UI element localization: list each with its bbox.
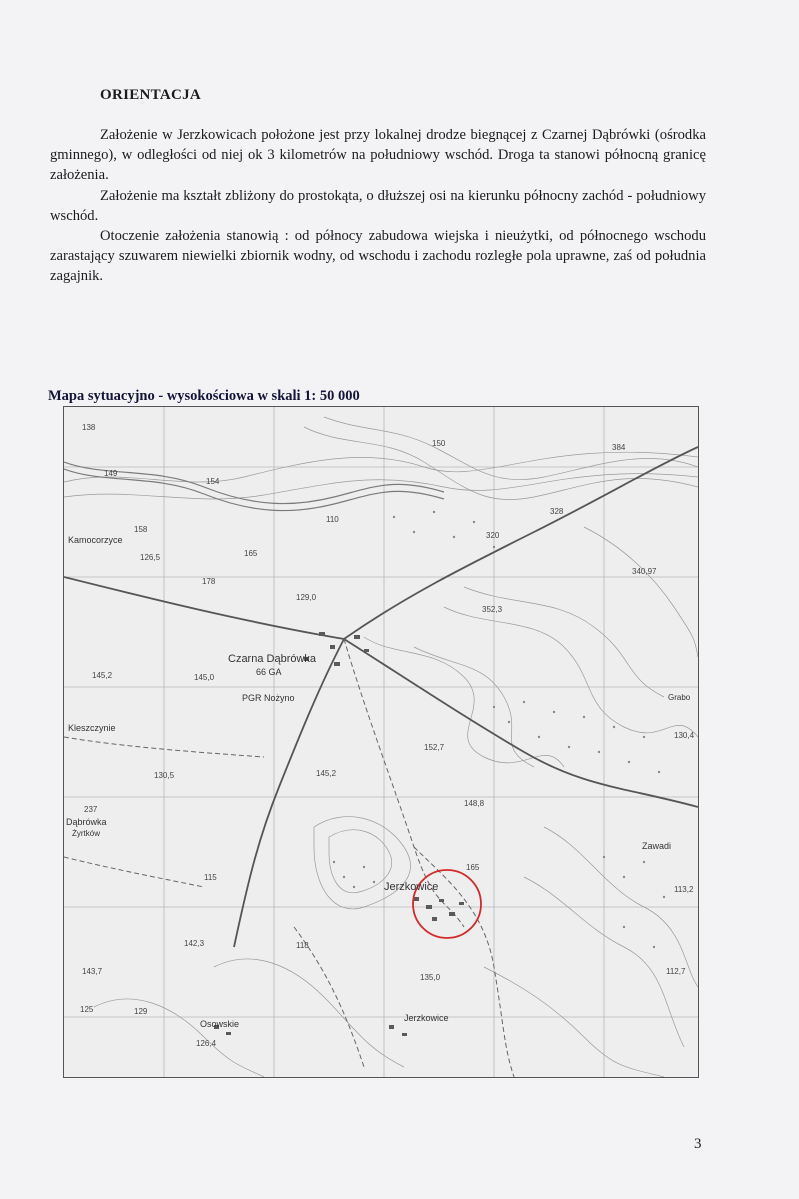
spot-height: 129,0 <box>296 593 317 602</box>
label-czarna-dabrowka: Czarna Dąbrówka <box>228 653 317 665</box>
spot-height: 150 <box>432 439 446 448</box>
spot-height: 130,4 <box>674 731 695 740</box>
spot-height: 165 <box>466 863 480 872</box>
spot-height: 384 <box>612 443 626 452</box>
spot-height: 152,7 <box>424 743 445 752</box>
spot-height: 126,5 <box>140 553 161 562</box>
label-czarna-sub: 66 GA <box>256 667 282 677</box>
vegetation-dots <box>333 511 665 948</box>
spot-height: 142,3 <box>184 939 205 948</box>
spot-height: 118 <box>296 941 309 950</box>
paragraph-surroundings: Otoczenie założenia stanowią : od północy zabudowa wiejska i nieużytki, od północnego wschodu zarastający szuwarem niewielki zbiornik wodny, od wschodu i zachodu rozległe pola uprawne, zaś od południa zagajnik. <box>50 228 706 285</box>
label-kamocorzyce: Kamocorzyce <box>68 535 123 545</box>
label-grabo: Grabo <box>668 693 691 702</box>
body-text <box>50 125 706 287</box>
spot-height: 145,0 <box>194 673 215 682</box>
label-osowskie: Osowskie <box>200 1019 240 1029</box>
map-caption: Mapa sytuacyjno - wysokościowa w skali 1: 50 000 <box>48 388 360 404</box>
topographic-map <box>63 406 699 1078</box>
spot-height: 113,2 <box>674 885 694 894</box>
map-graphic <box>64 407 698 1077</box>
label-kleszczynie: Kleszczynie <box>68 723 116 733</box>
spot-height: 145,2 <box>92 671 113 680</box>
paragraph-location: Założenie w Jerzkowicach położone jest przy lokalnej drodze biegnącej z Czarnej Dąbrówki (ośrodka gminnego), w odległości od niej ok 3 kilometrów na południowy wschód. Droga ta stanowi północną granicę założenia. <box>50 127 706 184</box>
paragraph-shape: Założenie ma kształt zbliżony do prostokąta, o dłuższej osi na kierunku północny zachód - południowy wschód. <box>50 187 706 224</box>
spot-height: 135,0 <box>420 973 441 982</box>
spot-height: 158 <box>134 525 148 534</box>
label-zawadi: Zawadi <box>642 841 672 851</box>
spot-height: 148,8 <box>464 799 485 808</box>
river <box>64 462 444 511</box>
spot-height: 328 <box>550 507 564 516</box>
spot-height: 178 <box>202 577 216 586</box>
spot-height: 112,7 <box>666 967 686 976</box>
spot-height: 352,3 <box>482 605 503 614</box>
label-jerzkowice: Jerzkowice <box>384 881 439 893</box>
spot-height: 110 <box>326 515 339 524</box>
contour-lines <box>64 417 698 1077</box>
spot-height: 320 <box>486 531 500 540</box>
section-heading: ORIENTACJA <box>100 87 202 103</box>
roads <box>64 447 698 947</box>
spot-height: 145,2 <box>316 769 337 778</box>
map-grid <box>64 407 698 1077</box>
spot-height: 138 <box>82 423 96 432</box>
label-dabrowka: Dąbrówka <box>66 817 107 827</box>
spot-height: 165 <box>244 549 258 558</box>
spot-height: 143,7 <box>82 967 103 976</box>
spot-height: 126,4 <box>196 1039 217 1048</box>
spot-height: 237 <box>84 805 98 814</box>
spot-height: 154 <box>206 477 220 486</box>
page-number: 3 <box>694 1136 702 1152</box>
label-pgr: PGR Nożyno <box>242 693 295 703</box>
spot-height: 149 <box>104 469 118 478</box>
label-jerzkowice-south: Jerzkowice <box>404 1013 449 1023</box>
spot-height: 130,5 <box>154 771 175 780</box>
spot-height: 340,97 <box>632 567 657 576</box>
spot-height: 115 <box>204 873 217 882</box>
label-zyrtkow: Żyrtków <box>72 829 100 838</box>
spot-height: 125 <box>80 1005 94 1014</box>
spot-height: 129 <box>134 1007 148 1016</box>
